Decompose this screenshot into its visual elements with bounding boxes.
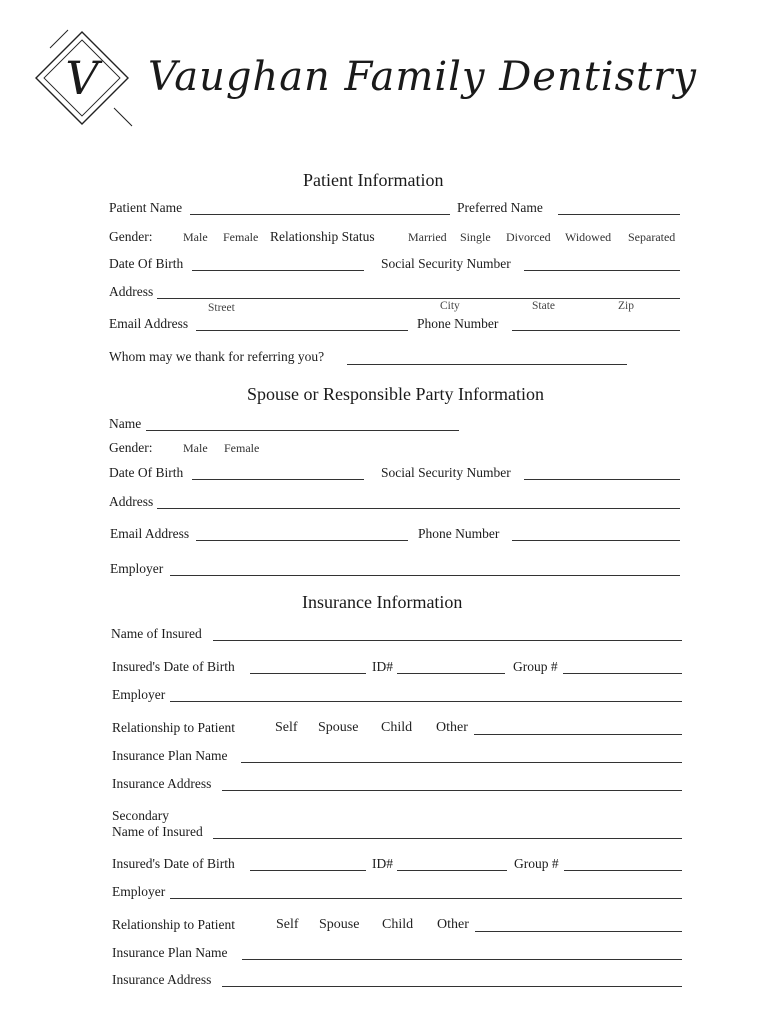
status-option-divorced[interactable]: Divorced xyxy=(506,230,551,244)
insurance-section-title: Insurance Information xyxy=(302,592,463,612)
primary-id-field[interactable] xyxy=(397,673,505,674)
primary-employer-label: Employer xyxy=(112,687,166,702)
status-option-separated[interactable]: Separated xyxy=(628,230,676,244)
spouse-email-field[interactable] xyxy=(196,540,408,541)
ssn-field[interactable] xyxy=(524,270,680,271)
dob-label: Date Of Birth xyxy=(109,256,184,271)
phone-label: Phone Number xyxy=(417,316,499,331)
phone-field[interactable] xyxy=(512,330,680,331)
primary-plan-name-field[interactable] xyxy=(241,762,682,763)
status-option-married[interactable]: Married xyxy=(408,230,447,244)
preferred-name-field[interactable] xyxy=(558,214,680,215)
dob-field[interactable] xyxy=(192,270,364,271)
spouse-gender-label: Gender: xyxy=(109,440,153,455)
primary-group-label: Group # xyxy=(513,659,558,674)
referral-label: Whom may we thank for referring you? xyxy=(109,349,325,364)
address-street-caption: Street xyxy=(208,302,235,314)
secondary-relationship-other-field[interactable] xyxy=(475,931,682,932)
relationship-status-label: Relationship Status xyxy=(270,229,375,244)
secondary-relationship-other[interactable]: Other xyxy=(437,917,469,932)
primary-group-field[interactable] xyxy=(563,673,682,674)
spouse-employer-field[interactable] xyxy=(170,575,680,576)
primary-employer-field[interactable] xyxy=(170,701,682,702)
primary-name-insured-field[interactable] xyxy=(213,640,682,641)
primary-relationship-spouse[interactable]: Spouse xyxy=(318,720,359,735)
patient-name-field[interactable] xyxy=(190,214,450,215)
secondary-employer-field[interactable] xyxy=(170,898,682,899)
secondary-employer-label: Employer xyxy=(112,884,166,899)
spouse-phone-label: Phone Number xyxy=(418,526,500,541)
secondary-label: Secondary xyxy=(112,808,169,823)
secondary-insured-dob-field[interactable] xyxy=(250,870,366,871)
secondary-id-field[interactable] xyxy=(397,870,507,871)
spouse-ssn-field[interactable] xyxy=(524,479,680,480)
gender-option-male[interactable]: Male xyxy=(183,230,208,244)
spouse-email-label: Email Address xyxy=(110,526,190,541)
secondary-name-insured-field[interactable] xyxy=(213,838,682,839)
secondary-plan-name-field[interactable] xyxy=(242,959,682,960)
logo-letter: V xyxy=(65,51,99,105)
secondary-name-insured-label: Name of Insured xyxy=(112,824,203,839)
primary-relationship-child[interactable]: Child xyxy=(381,720,413,735)
practice-name: Vaughan Family Dentistry xyxy=(148,54,697,100)
patient-section-title: Patient Information xyxy=(303,170,444,190)
practice-logo-icon xyxy=(28,28,136,128)
spouse-ssn-label: Social Security Number xyxy=(381,465,511,480)
spouse-gender-option-female[interactable]: Female xyxy=(224,441,260,455)
address-field[interactable] xyxy=(157,298,680,299)
spouse-gender-option-male[interactable]: Male xyxy=(183,441,208,455)
spouse-section-title: Spouse or Responsible Party Information xyxy=(247,384,544,404)
secondary-relationship-self[interactable]: Self xyxy=(276,917,299,932)
secondary-insurance-address-field[interactable] xyxy=(222,986,682,987)
primary-plan-name-label: Insurance Plan Name xyxy=(112,748,228,763)
email-field[interactable] xyxy=(196,330,408,331)
secondary-insured-dob-label: Insured's Date of Birth xyxy=(112,856,235,871)
address-city-caption: City xyxy=(440,300,460,312)
spouse-name-label: Name xyxy=(109,416,142,431)
gender-label: Gender: xyxy=(109,229,153,244)
gender-option-female[interactable]: Female xyxy=(223,230,259,244)
address-label: Address xyxy=(109,284,154,299)
primary-relationship-other-field[interactable] xyxy=(474,734,682,735)
primary-relationship-self[interactable]: Self xyxy=(275,720,298,735)
status-option-single[interactable]: Single xyxy=(460,230,491,244)
primary-relationship-label: Relationship to Patient xyxy=(112,720,235,735)
address-zip-caption: Zip xyxy=(618,300,634,312)
secondary-relationship-spouse[interactable]: Spouse xyxy=(319,917,360,932)
primary-name-insured-label: Name of Insured xyxy=(111,626,202,641)
status-option-widowed[interactable]: Widowed xyxy=(565,230,612,244)
patient-name-label: Patient Name xyxy=(109,200,183,215)
secondary-group-label: Group # xyxy=(514,856,559,871)
spouse-dob-label: Date Of Birth xyxy=(109,465,184,480)
secondary-group-field[interactable] xyxy=(564,870,682,871)
primary-insured-dob-field[interactable] xyxy=(250,673,366,674)
preferred-name-label: Preferred Name xyxy=(457,200,543,215)
spouse-employer-label: Employer xyxy=(110,561,164,576)
secondary-relationship-child[interactable]: Child xyxy=(382,917,414,932)
primary-insured-dob-label: Insured's Date of Birth xyxy=(112,659,235,674)
address-state-caption: State xyxy=(532,300,555,312)
spouse-address-label: Address xyxy=(109,494,154,509)
email-label: Email Address xyxy=(109,316,189,331)
primary-insurance-address-label: Insurance Address xyxy=(112,776,212,791)
secondary-insurance-address-label: Insurance Address xyxy=(112,972,212,987)
primary-id-label: ID# xyxy=(372,659,393,674)
spouse-name-field[interactable] xyxy=(146,430,459,431)
spouse-dob-field[interactable] xyxy=(192,479,364,480)
ssn-label: Social Security Number xyxy=(381,256,511,271)
spouse-phone-field[interactable] xyxy=(512,540,680,541)
secondary-id-label: ID# xyxy=(372,856,393,871)
secondary-relationship-label: Relationship to Patient xyxy=(112,917,235,932)
secondary-plan-name-label: Insurance Plan Name xyxy=(112,945,228,960)
primary-relationship-other[interactable]: Other xyxy=(436,720,468,735)
referral-field[interactable] xyxy=(347,364,627,365)
primary-insurance-address-field[interactable] xyxy=(222,790,682,791)
spouse-address-field[interactable] xyxy=(157,508,680,509)
